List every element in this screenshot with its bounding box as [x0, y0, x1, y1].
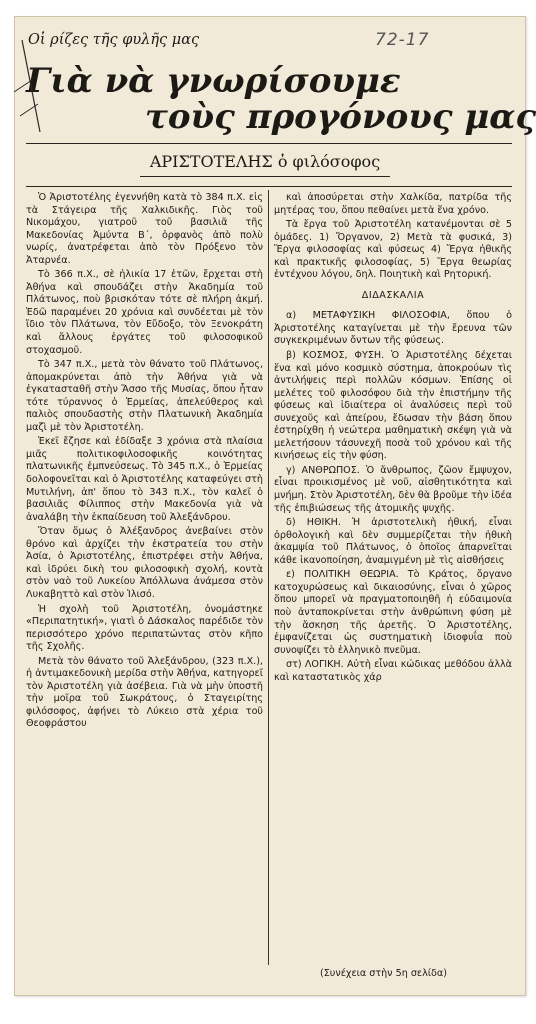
paragraph: Τὸ 347 π.Χ., μετὰ τὸν θάνατο τοῦ Πλάτωνος, ἀπομακρύνεται ἀπὸ τὴν Ἀθήνα γιὰ νὰ ἐγκατασταθῆ στὴν Ἄσσο τῆς Μυσίας, ὅπου ἦταν τότε τύραννος ὁ Ἑρμείας, ἀπελεύθερος καὶ παλιὸς σπουδαστὴς στὴν Πλατωνικὴ Ἀκαδημία μαζὶ μὲ τὸν Ἀριστοτέλη.: [26, 359, 263, 433]
handwritten-note: 72-17: [375, 30, 430, 50]
column-top-rule: [26, 186, 512, 187]
paragraph: ε) ΠΟΛΙΤΙΚΗ ΘΕΩΡΙΑ. Τὸ Κράτος, ὄργανο κατοχυρώσεως καὶ δικαιοσύνης, εἶναι ὁ χῶρος ὅπου μπορεῖ νὰ πραγματοποιηθῆ ἡ εὐδαιμονία ποὺ ἀνταποκρίνεται στὴν ἀνθρώπινη φύση μὲ τὴν ἄσκηση τῆς ἀρετῆς. Ὁ Ἀριστοτέλης, ἐμφανίζεται ὡς συστηματικὴ ἰδιοφυΐα ποὺ συνοψίζει τὸ ἑλληνικὸ πνεῦμα.: [274, 569, 512, 656]
paragraph: Μετὰ τὸν θάνατο τοῦ Ἀλεξάνδρου, (323 π.Χ.), ἡ ἀντιμακεδονικὴ μερίδα στὴν Ἀθήνα, κατηγορεῖ τὸν Ἀριστοτέλη γιὰ ἀσέβεια. Γιὰ νὰ μὴν ὑποστῆ τὴν μοῖρα τοῦ Σωκράτους, ὁ Σταγειρίτης φιλόσοφος, ἀφήνει τὸ Λύκειο στὰ χέρια τοῦ Θεοφράστου: [26, 655, 263, 730]
paragraph: β) ΚΟΣΜΟΣ, ΦΥΣΗ. Ὁ Ἀριστοτέλης δέχεται ἕνα καὶ μόνο κοσμικὸ σύστημα, ἀποκρούων τὶς ἀντιλήψεις περὶ πολλῶν κόσμων. Ἐπίσης οἱ μελέτες τοῦ φιλοσόφου διὰ τὴν ἐπιστήμην τῆς φύσεως καὶ ἰδιαίτερα οἱ ἀναλύσεις περὶ τοῦ συνεχοῦς καὶ ἀπείρου, ἔδωσαν τὴν βάση ὅπου ἐστηρίχθη ἡ νεώτερα μαθηματικὴ σκέψη γιὰ νὰ μελετήσουν τάσυνεχῆ ποσὰ τοῦ χρόνου καὶ τῆς κινήσεως εἰς τὴν φύση.: [274, 350, 512, 462]
paragraph: δ) ΗΘΙΚΗ. Ἡ ἀριστοτελικὴ ἠθική, εἶναι ὀρθολογικὴ καὶ δὲν συμμερίζεται τὴν ἠθικὴ ἀκαμψία τοῦ Πλάτωνος, ὁ ὁποῖος ἀπαρνεῖται κάθε ἱκανοποίηση, ἀναμιγμένη μὲ τὶς αἰσθήσεις: [274, 517, 512, 566]
paragraph: α) ΜΕΤΑΦΥΣΙΚΗ ΦΙΛΟΣΟΦΙΑ, ὅπου ὁ Ἀριστοτέλης καταγίνεται μὲ τὴν ἔρευνα τῶν συγκεκριμένων ὄντων τῆς φύσεως.: [274, 310, 512, 347]
paragraph: Ὅταν ὅμως ὁ Ἀλέξανδρος ἀνεβαίνει στὸν θρόνο καὶ ἀρχίζει τὴν ἐκστρατεία του στὴν Ἀσία, ὁ Ἀριστοτέλης, ἐπιστρέφει στὴν Ἀθήνα, καὶ ἱδρύει δικὴ του φιλοσοφικὴ σχολή, κοντὰ στὸν ναὸ τοῦ Λυκείου Ἀπόλλωνα ἀνάμεσα στὸν Λυκαβηττὸ καὶ στὸν Ἰλισό.: [26, 526, 263, 600]
paragraph: Ἡ σχολὴ τοῦ Ἀριστοτέλη, ὀνομάστηκε «Περιπατητική», γιατὶ ὁ Δάσκαλος παρέδιδε τὸν περισσότερο χρόνο περιπατώντας στὸν κῆπο τῆς Σχολῆς.: [26, 603, 263, 653]
paragraph: Ἐκεῖ ἔζησε καὶ ἐδίδαξε 3 χρόνια στὰ πλαίσια μιᾶς πολιτικοφιλοσοφικῆς κοινότητας πλατωνικῆς ἐμπνεύσεως. Τὸ 345 π.Χ., ὁ Ἑρμείας δολοφονεῖται καὶ ὁ Ἀριστοτέλης καταφεύγει στὴ Μυτιλήνη, ἀπ' ὅπου τὸ 343 π.Χ., τὸν καλεῖ ὁ βασιλιᾶς Φίλιππος στὴν Μακεδονία γιὰ νὰ ἀναλάβη τὴν ἐκπαίδευση τοῦ Ἀλεξάνδρου.: [26, 436, 263, 523]
article-title-line1: Γιὰ νὰ γνωρίσουμε: [26, 61, 401, 101]
article-column-2: [274, 192, 512, 686]
column-divider: [268, 190, 269, 965]
section-heading: Οἱ ρίζες τῆς φυλῆς μας: [28, 32, 200, 48]
subtitle-rule: [140, 176, 390, 177]
article-subtitle: ΑΡΙΣΤΟΤΕΛΗΣ ὁ φιλόσοφος: [149, 152, 381, 171]
paragraph: Τὰ ἔργα τοῦ Ἀριστοτέλη κατανέμονται σὲ 5 ὁμάδες. 1) Ὄργανον, 2) Μετὰ τὰ φυσικά, 3) Ἔργα φιλοσοφίας καὶ φύσεως 4) Ἔργα ἠθικῆς καὶ πρακτικῆς φιλοσοφίας, 5) Ἔργα θεωρίας ἐντέχνου λόγου, δηλ. Ποιητικὴ καὶ Ρητορική.: [274, 219, 512, 281]
paragraph: Τὸ 366 π.Χ., σὲ ἡλικία 17 ἐτῶν, ἔρχεται στὴ Ἀθήνα καὶ σπουδάζει στὴν Ἀκαδημία τοῦ Πλάτωνος, ποὺ βρισκόταν τότε σὲ πλήρη ἀκμή. Ἐδῶ παραμένει 20 χρόνια καὶ συνδέεται μὲ τὸν ἴδιο τὸν Πλάτωνα, τὸν Εὔδοξο, τὸν Ξενοκράτη καὶ ἄλλους ἐργάτες τοῦ φιλοσοφικοῦ στοχασμοῦ.: [26, 269, 263, 356]
paragraph: γ) ΑΝΘΡΩΠΟΣ. Ὁ ἄνθρωπος, ζῶον ἔμψυχον, εἶναι προικισμένος μὲ νοῦ, αἰσθητικότητα καὶ μνήμη. Στὸν Ἀριστοτέλη, δὲν θὰ βροῦμε τὴν ἰδέα τῆς ἐπιβιώσεως τῆς ἀτομικῆς ψυχῆς.: [274, 464, 512, 514]
continuation-note: (Συνέχεια στὴν 5η σελίδα): [320, 968, 447, 979]
paragraph: στ) ΛΟΓΙΚΗ. Αὐτὴ εἶναι κώδικας μεθόδου ἀλλὰ καὶ καταστατικὸς χάρ: [274, 659, 512, 683]
teaching-heading: ΔΙΔΑΣΚΑΛΙΑ: [361, 289, 425, 301]
paragraph: καὶ ἀποσύρεται στὴν Χαλκίδα, πατρίδα τῆς μητέρας του, ὅπου πεθαίνει μετὰ ἕνα χρόνο.: [274, 192, 512, 216]
paragraph: Ὁ Ἀριστοτέλης ἐγεννήθη κατὰ τὸ 384 π.Χ. εἰς τὰ Στάγειρα τῆς Χαλκιδικῆς. Γιὸς τοῦ Νικομάχου, γιατροῦ τοῦ βασιλιᾶ τῆς Μακεδονίας Ἀμύντα Β΄, ὀρφανὸς ἀπὸ πολὺ νωρίς, ἀνατρέφεται ἀπὸ τὸν Πρόξενο τὸν Ἀταρνέα.: [26, 192, 263, 266]
title-rule: [26, 143, 512, 144]
article-title-line2: τοὺς προγόνους μας: [145, 97, 536, 137]
article-column-1: [26, 192, 263, 733]
